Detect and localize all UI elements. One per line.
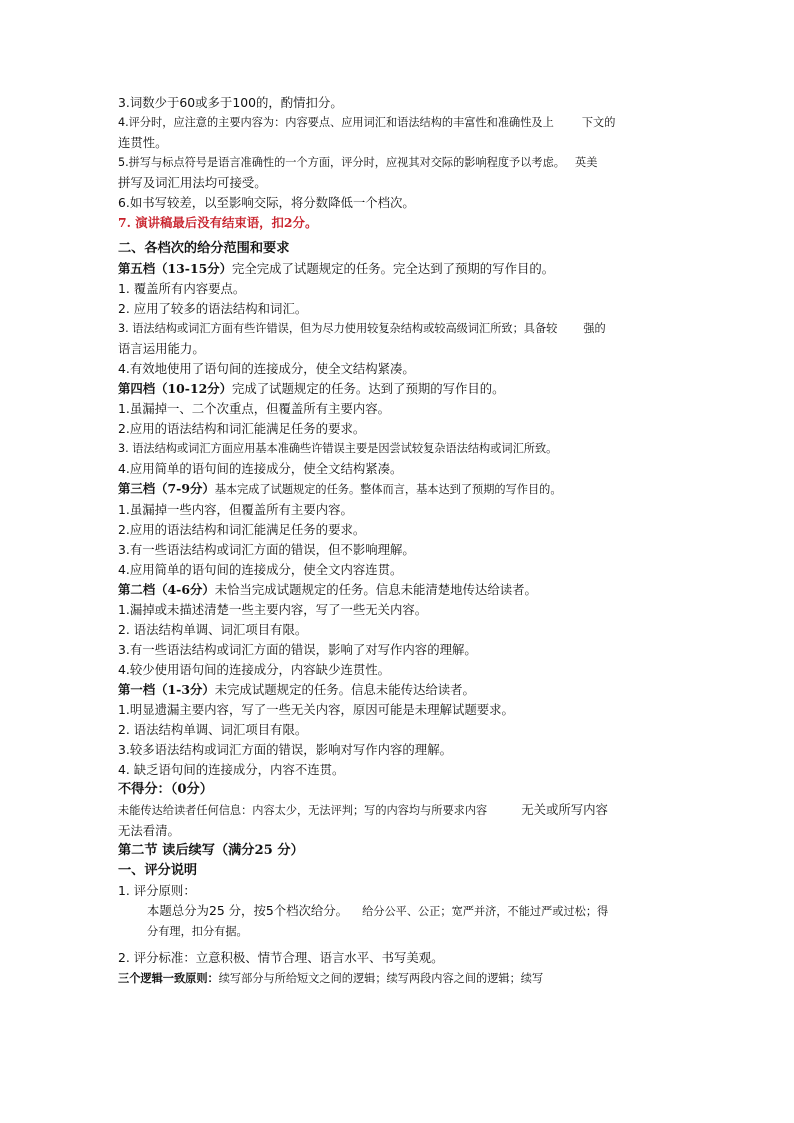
grade2-item-2: 2. 语法结构单调、词汇项目有限。 (118, 622, 308, 637)
criteria-line: 2. 评分标准：立意积极、情节合理、语言水平、书写美观。 (118, 950, 444, 965)
grade1-item-4: 4. 缺乏语句间的连接成分，内容不连贯。 (118, 762, 345, 777)
rule-7-deduction: 7. 演讲稿最后没有结束语，扣2分。 (118, 215, 318, 230)
grade4-item-2: 2.应用的语法结构和词汇能满足任务的要求。 (118, 421, 366, 436)
part2-title: 第二节 读后续写（满分25 分） (118, 843, 304, 858)
grade3-item-2: 2.应用的语法结构和词汇能满足任务的要求。 (118, 522, 366, 537)
grade4-item-3: 3. 语法结构或词汇方面应用基本准确些许错误主要是因尝试较复杂语法结构或词汇所致。 (118, 442, 558, 455)
grade3-item-3: 3.有一些语法结构或词汇方面的错误，但不影响理解。 (118, 542, 415, 557)
grade5-item-2: 2. 应用了较多的语法结构和词汇。 (118, 301, 308, 316)
zero-score-desc: 未能传达给读者任何信息：内容太少，无法评判；写的内容均与所要求内容 无关或所写内容 (118, 802, 608, 817)
rule-5: 5.拼写与标点符号是语言准确性的一个方面，评分时，应视其对交际的影响程度予以考虑。 英美 (118, 156, 598, 169)
grade4-item-1: 1.虽漏掉一、二个次重点，但覆盖所有主要内容。 (118, 401, 391, 416)
principle-text-cont: 分有理，扣分有据。 (147, 925, 248, 938)
rule-6: 6.如书写较差，以至影响交际，将分数降低一个档次。 (118, 195, 415, 210)
document-page (118, 93, 678, 989)
grade2-header: 第二档（4-6分）未恰当完成试题规定的任务。信息未能清楚地传达给读者。 (118, 582, 537, 597)
grade3-header: 第三档（7-9分）基本完成了试题规定的任务。整体而言，基本达到了预期的写作目的。 (118, 481, 562, 496)
grade3-item-4: 4.应用简单的语句间的连接成分，使全文内容连贯。 (118, 562, 403, 577)
grade1-item-3: 3.较多语法结构或词汇方面的错误，影响对写作内容的理解。 (118, 742, 452, 757)
grade5-item-3: 3. 语法结构或词汇方面有些许错误，但为尽力使用较复杂结构或较高级词汇所致；具备较 强的 (118, 322, 606, 335)
grade1-item-1: 1.明显遗漏主要内容，写了一些无关内容，原因可能是未理解试题要求。 (118, 702, 514, 717)
grade5-item-4: 4.有效地使用了语句间的连接成分，使全文结构紧凑。 (118, 361, 415, 376)
rule-5-cont: 拼写及词汇用法均可接受。 (118, 175, 267, 190)
grade5-item-3-cont: 语言运用能力。 (118, 341, 205, 356)
zero-score-title: 不得分：（0分） (118, 782, 213, 797)
grade2-item-4: 4.较少使用语句间的连接成分，内容缺少连贯性。 (118, 662, 391, 677)
grade5-header: 第五档（13-15分）完全完成了试题规定的任务。完全达到了预期的写作目的。 (118, 261, 555, 276)
zero-score-desc-cont: 无法看清。 (118, 823, 180, 838)
section2-title: 二、各档次的给分范围和要求 (118, 241, 290, 256)
part2-subtitle: 一、评分说明 (118, 863, 198, 878)
grade2-item-3: 3.有一些语法结构或词汇方面的错误，影响了对写作内容的理解。 (118, 642, 477, 657)
rule-4: 4.评分时，应注意的主要内容为：内容要点、应用词汇和语法结构的丰富性和准确性及上 下文的 (118, 116, 616, 129)
grade1-item-2: 2. 语法结构单调、词汇项目有限。 (118, 722, 308, 737)
principle-heading: 1. 评分原则： (118, 883, 196, 898)
grade4-item-4: 4.应用简单的语句间的连接成分，使全文结构紧凑。 (118, 461, 403, 476)
logic-principle: 三个逻辑一致原则：续写部分与所给短文之间的逻辑；续写两段内容之间的逻辑；续写 (118, 971, 544, 985)
grade3-item-1: 1.虽漏掉一些内容，但覆盖所有主要内容。 (118, 502, 353, 517)
grade4-header: 第四档（10-12分）完成了试题规定的任务。达到了预期的写作目的。 (118, 381, 505, 396)
grade2-item-1: 1.漏掉或未描述清楚一些主要内容，写了一些无关内容。 (118, 602, 428, 617)
grade1-header: 第一档（1-3分）未完成试题规定的任务。信息未能传达给读者。 (118, 682, 475, 697)
principle-text: 本题总分为25 分，按5个档次给分。 给分公平、公正；宽严并济，不能过严或过松；得 (147, 903, 609, 918)
grade5-item-1: 1. 覆盖所有内容要点。 (118, 281, 246, 296)
rule-4-cont: 连贯性。 (118, 135, 168, 150)
rule-3: 3.词数少于60或多于100的，酌情扣分。 (118, 95, 343, 110)
